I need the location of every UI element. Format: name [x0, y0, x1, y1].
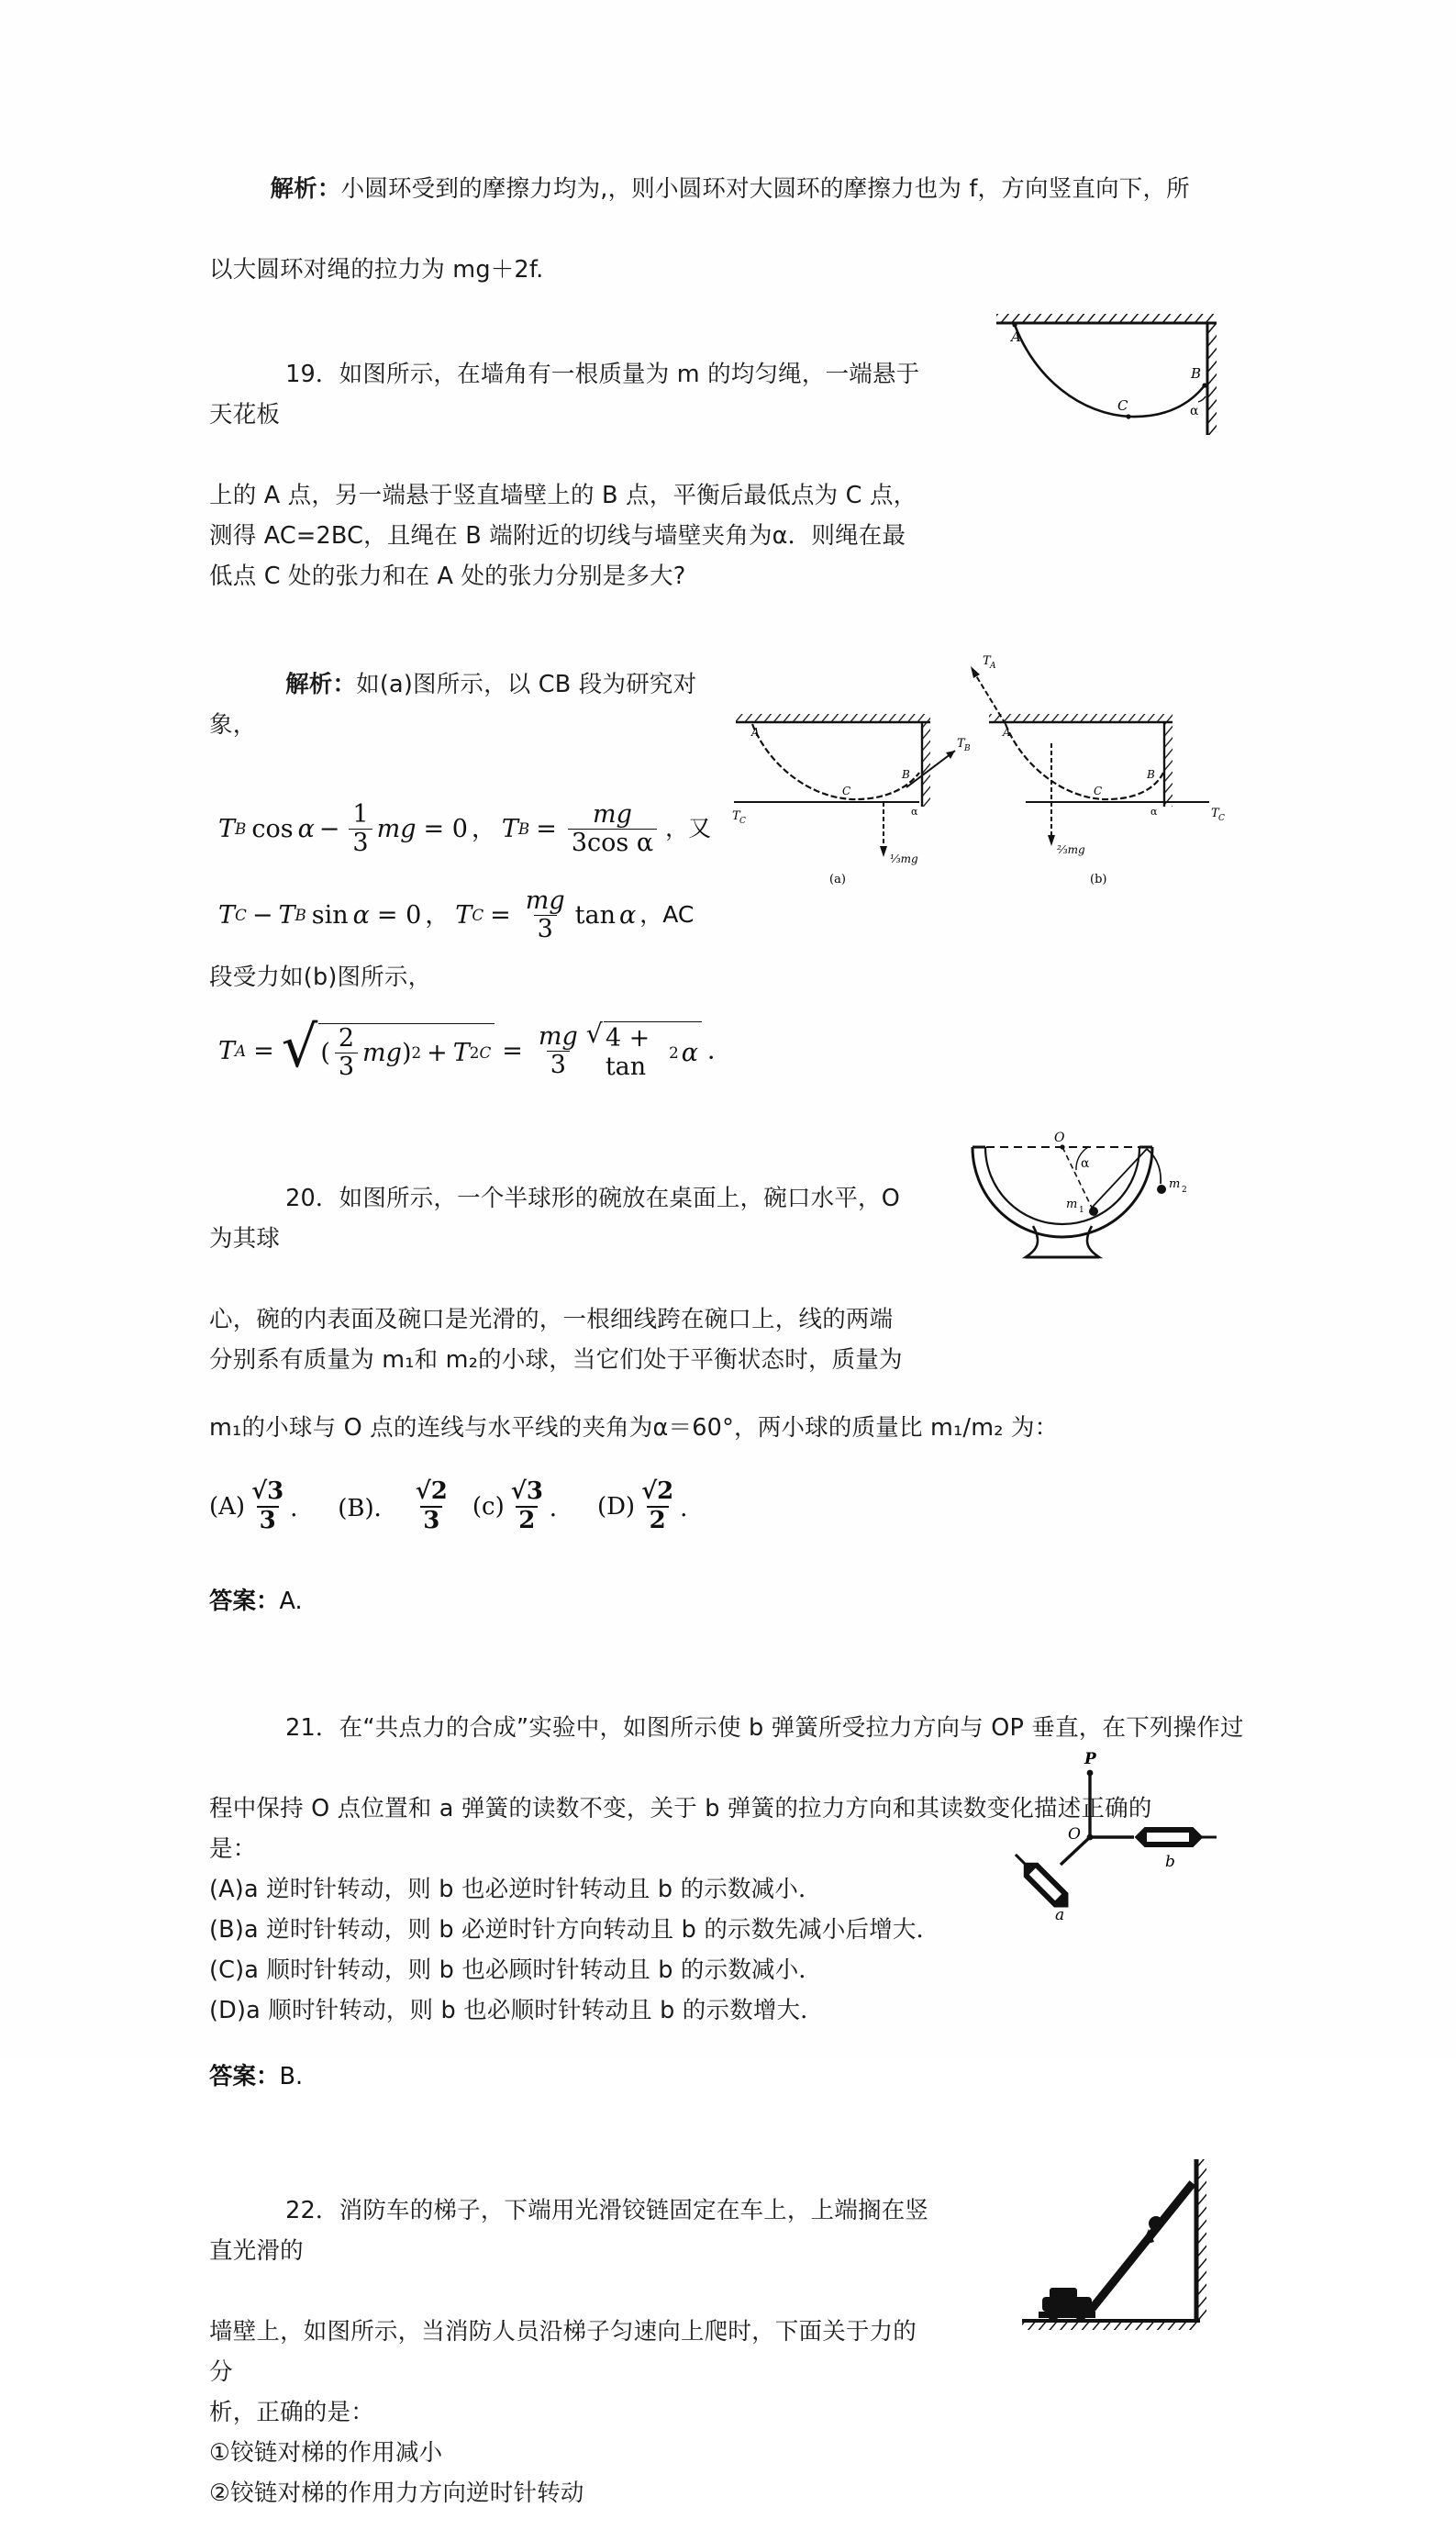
- label-b-TC-sub: C: [1218, 814, 1225, 823]
- label-a-B: B: [902, 768, 910, 781]
- formula-tc-T-sub: C: [235, 905, 247, 924]
- label-a: a: [1055, 1906, 1065, 1925]
- question-19-text: [209, 314, 943, 596]
- label-a-weight: ⅓mg: [890, 853, 918, 865]
- formula-ta-TC: T: [452, 1038, 470, 1067]
- analysis-19-line-1: [209, 624, 732, 786]
- analysis-block-18: [209, 128, 1255, 290]
- question-20-text-1: 如图所示，一个半球形的碗放在桌面上，碗口水平，O为其球: [209, 1185, 900, 1254]
- formula-tc-tail: ，AC: [639, 901, 695, 929]
- formula-ta-T-sub: A: [235, 1042, 247, 1061]
- question-21-option-A[interactable]: (A)a 逆时针转动，则 b 也必逆时针转动且 b 的示数减小．: [209, 1876, 822, 1904]
- label-alpha-bowl: α: [1081, 1156, 1090, 1172]
- formula-tc-sin: sin: [311, 901, 349, 930]
- label-A: A: [1011, 329, 1021, 345]
- option-C-tail: ．: [549, 1495, 573, 1523]
- formula-tc-tan: tan: [574, 901, 616, 930]
- analysis-18-line-2: 以大圆环对绳的拉力为 mg＋2f.: [209, 256, 544, 284]
- formula-ta-radicand: [318, 1023, 495, 1081]
- formula-ta-TC-sub: C: [479, 1042, 492, 1062]
- label-m2-sub: 2: [1182, 1186, 1187, 1196]
- formula-ta-equals: =: [253, 1037, 274, 1066]
- option-A-tail: ．: [290, 1495, 315, 1523]
- question-22-line-3: 析，正确的是：: [209, 2399, 374, 2427]
- formula-ta-frac2-den: 3: [547, 1051, 570, 1078]
- free-body-diagram-b: [971, 654, 1225, 886]
- label-P: P: [1084, 1750, 1096, 1769]
- question-19-line-1: [209, 314, 943, 475]
- analysis-18-text-1: 小圆环受到的摩擦力均为,，则小圆环对大圆环的摩擦力也为 f，方向竖直向下，所: [340, 175, 1190, 203]
- label-O: O: [1068, 1825, 1081, 1844]
- formula-ta-plus: +: [427, 1038, 448, 1067]
- question-21-answer: [209, 2058, 1255, 2095]
- option-B-label: (B)．: [338, 1495, 398, 1523]
- formula-tb-T: T: [218, 815, 236, 844]
- label-b-A: A: [1003, 726, 1011, 739]
- option-C-den: 2: [516, 1506, 538, 1533]
- option-A-den: 3: [257, 1506, 279, 1533]
- label-a-TB-sub: B: [964, 744, 971, 753]
- label-b-TC: T: [1211, 807, 1219, 820]
- bowl-figure: [934, 1127, 1200, 1292]
- label-a-TB: T: [957, 737, 965, 751]
- formula-tb-comma: ，: [471, 815, 496, 844]
- question-20-number: 20．: [285, 1185, 339, 1213]
- formula-tc-frac-den: 3: [534, 915, 557, 942]
- option-D-label: (D): [596, 1492, 636, 1521]
- formula-tc-T: T: [218, 901, 236, 930]
- caption-b: (b): [1090, 873, 1107, 886]
- formula-tb-rhs-den: 3cos α: [568, 829, 657, 856]
- formula-tc: [218, 888, 694, 943]
- label-b-TA-sub: A: [990, 662, 996, 671]
- formula-tc-comma: ，: [425, 901, 450, 930]
- question-21-option-D[interactable]: (D)a 顺时针转动，则 b 也必顺时针转动且 b 的示数增大．: [209, 1997, 824, 2025]
- analysis-19-mid-text: 段受力如(b)图所示，: [209, 964, 432, 992]
- free-body-figures: [723, 633, 1264, 890]
- formula-tb-frac: [349, 802, 372, 857]
- question-19-line-2: 上的 A 点，另一端悬于竖直墙壁上的 B 点，平衡后最低点为 C 点，: [209, 482, 917, 509]
- question-20-option-D[interactable]: [597, 1479, 704, 1533]
- formula-ta: [218, 1012, 732, 1082]
- formula-ta-TC-sup: 2: [469, 1042, 480, 1062]
- option-C-num: √3: [510, 1477, 543, 1506]
- formula-ta-inner-den: 3: [335, 1053, 358, 1080]
- question-19-line-3: 测得 AC=2BC，且绳在 B 端附近的切线与墙壁夹角为α．则绳在最: [209, 522, 906, 550]
- formula-tb-frac-den: 3: [349, 829, 372, 856]
- label-C: C: [1117, 397, 1128, 414]
- formula-ta-radicand-2: [604, 1021, 702, 1081]
- label-b-C: C: [1094, 785, 1103, 797]
- question-20-options: [209, 1479, 1255, 1533]
- spring-figure: [989, 1745, 1246, 1938]
- formula-tc-frac-num: mg: [525, 886, 565, 915]
- question-19-block: [209, 314, 1255, 596]
- formula-tb-frac-num: 1: [352, 800, 369, 829]
- option-A-value: [249, 1479, 286, 1533]
- analysis-19-label: 解析：: [285, 671, 357, 698]
- formula-tc-equals: =: [490, 901, 511, 930]
- document-content: [209, 128, 1255, 2541]
- formula-ta-T: T: [218, 1037, 236, 1066]
- label-a-TC-sub: C: [739, 817, 746, 826]
- question-21-text-1: 在“共点力的合成”实验中，如图所示使 b 弹簧所受拉力方向与 OP 垂直，在下列操作过: [339, 1714, 1244, 1743]
- hemispherical-bowl-diagram: [934, 1127, 1200, 1292]
- label-b-B: B: [1147, 768, 1155, 781]
- label-b-TA: T: [983, 654, 991, 668]
- formula-ta-sqrt: [281, 1012, 495, 1081]
- option-C-label: (c): [472, 1492, 505, 1521]
- formula-tc-alpha: α: [352, 901, 370, 930]
- question-21-number: 21．: [285, 1714, 339, 1743]
- option-A-num: √3: [251, 1477, 284, 1506]
- option-B-value: [413, 1479, 450, 1533]
- formula-ta-period: ．: [707, 1037, 732, 1066]
- label-b: b: [1165, 1853, 1175, 1872]
- formula-ta-paren-open: (: [320, 1038, 330, 1067]
- formula-ta-frac2: [535, 1024, 582, 1079]
- question-22-number: 22．: [285, 2197, 339, 2225]
- question-20-answer-value: A.: [279, 1588, 303, 1616]
- question-20-option-B[interactable]: [338, 1479, 454, 1533]
- question-21-line-3: 是：: [209, 1835, 257, 1864]
- formula-ta-radical-sign: √: [281, 1012, 318, 1080]
- option-B-den: 3: [420, 1506, 442, 1533]
- label-b-weight: ⅔mg: [1057, 843, 1085, 856]
- question-20-option-C[interactable]: [472, 1479, 573, 1533]
- formula-tc-frac: [522, 888, 569, 943]
- formula-ta-frac2-num: mg: [538, 1022, 578, 1052]
- formula-ta-rad2-alpha: α: [681, 1038, 698, 1067]
- question-20-text: [209, 1138, 916, 1380]
- question-20-option-A[interactable]: [209, 1479, 314, 1533]
- question-21-block: [209, 1667, 1255, 2031]
- option-D-value: [639, 1479, 676, 1533]
- formula-tb-mg: mg: [376, 815, 417, 844]
- label-alpha: α: [1190, 404, 1199, 418]
- formula-tb-T2-sub: B: [517, 819, 530, 839]
- label-a-C: C: [842, 785, 851, 797]
- formula-tc-T2-sub: C: [472, 905, 484, 924]
- option-D-num: √2: [641, 1477, 674, 1506]
- label-a-A: A: [751, 726, 760, 739]
- question-21-answer-label: 答案：: [209, 2063, 280, 2091]
- formula-ta-paren-close: ): [401, 1038, 412, 1067]
- label-m2: m: [1169, 1177, 1181, 1192]
- question-22-line-2: 墙壁上，如图所示，当消防人员沿梯子匀速向上爬时，下面关于力的分: [209, 2318, 917, 2387]
- question-20-answer-label: 答案：: [209, 1588, 280, 1616]
- question-22-statement-1: ①铰链对梯的作用减小: [209, 2439, 443, 2468]
- option-D-tail: ．: [680, 1495, 705, 1523]
- option-C-value: [508, 1479, 546, 1533]
- formula-tb-tail: ，又: [665, 815, 712, 842]
- caption-a: (a): [829, 873, 846, 886]
- question-21-answer-value: B.: [279, 2063, 304, 2091]
- question-21-line-2: 程中保持 O 点位置和 a 弹簧的读数不变，关于 b 弹簧的拉力方向和其读数变化描述正确的: [209, 1795, 1152, 1823]
- rope-corner-figure: [971, 306, 1246, 449]
- question-20-line-2: 心，碗的内表面及碗口是光滑的，一根细线跨在碗口上，线的两端: [209, 1306, 894, 1334]
- question-19-line-4: 低点 C 处的张力和在 A 处的张力分别是多大?: [209, 563, 686, 590]
- question-20-wide-line: m₁的小球与 O 点的连线与水平线的夹角为α＝60°，两小球的质量比 m₁/m₂ 为：: [209, 1414, 1059, 1443]
- formula-ta-equals2: =: [502, 1037, 523, 1066]
- formula-tb: [218, 802, 711, 857]
- rope-corner-diagram: [971, 306, 1246, 449]
- formula-tb-rhs-frac: [568, 802, 657, 857]
- analysis-19-intro: 如(a)图所示，以 CB 段为研究对象，: [209, 671, 697, 739]
- question-20-line-3: 分别系有质量为 m₁和 m₂的小球，当它们处于平衡状态时，质量为: [209, 1346, 903, 1375]
- question-22-line-1: [209, 2150, 934, 2312]
- formula-ta-rad2-sup: 2: [669, 1042, 679, 1062]
- label-a-alpha: α: [911, 806, 918, 818]
- formula-tb-equals: =: [536, 815, 557, 844]
- question-19-number: 19．: [285, 361, 339, 388]
- question-20-block: [209, 1131, 1255, 1380]
- analysis-18-line-1: [209, 128, 1255, 250]
- formula-tb-minus: −: [318, 815, 340, 844]
- option-D-den: 2: [647, 1506, 669, 1533]
- formula-tb-cos: cos: [251, 815, 294, 844]
- question-22-text: [209, 2150, 934, 2513]
- fire-truck-ladder-diagram: [1017, 2150, 1283, 2343]
- label-b-alpha: α: [1150, 806, 1158, 818]
- question-19-text-1: 如图所示，在墙角有一根质量为 m 的均匀绳，一端悬于天花板: [209, 361, 920, 429]
- formula-ta-rad2-text: 4 + tan: [605, 1024, 650, 1082]
- question-20-line-1: [209, 1138, 916, 1299]
- formula-ta-mg: mg: [362, 1038, 402, 1067]
- label-m1: m: [1066, 1198, 1078, 1212]
- label-a-TC: T: [732, 809, 740, 823]
- analysis-19-text: [209, 624, 732, 1096]
- formula-ta-sqrt2: [586, 1021, 702, 1081]
- analysis-block-19: [209, 624, 1255, 1096]
- free-body-diagrams: [723, 633, 1264, 890]
- formula-tb-T2: T: [501, 815, 518, 844]
- question-22-statement-2: ②铰链对梯的作用力方向逆时针转动: [209, 2480, 584, 2508]
- formula-tc-TB-sub: B: [295, 905, 306, 924]
- question-22-text-1: 消防车的梯子，下端用光滑铰链固定在车上，上端搁在竖直光滑的: [209, 2197, 929, 2266]
- label-O: O: [1054, 1131, 1065, 1146]
- analysis-18-label: 解析：: [270, 175, 341, 203]
- formula-tb-rhs-num: mg: [593, 800, 632, 829]
- question-22-block: [209, 2150, 1255, 2513]
- formula-tc-eq0: = 0: [376, 901, 422, 930]
- formula-ta-paren-sup: 2: [411, 1042, 422, 1062]
- formula-ta-inner-num: 2: [338, 1023, 355, 1053]
- label-m1-sub: 1: [1079, 1206, 1084, 1216]
- formula-tb-T-sub: B: [235, 819, 247, 839]
- question-21-option-C[interactable]: (C)a 顺时针转动，则 b 也必顾时针转动且 b 的示数减小．: [209, 1956, 823, 1985]
- formula-tc-TB: T: [278, 901, 295, 930]
- label-B: B: [1191, 365, 1202, 382]
- option-B-num: √2: [415, 1477, 448, 1506]
- question-20-answer: [209, 1583, 1255, 1620]
- formula-tb-eq0: = 0: [423, 815, 468, 844]
- formula-tc-minus: −: [251, 901, 273, 930]
- formula-tc-T2: T: [455, 901, 472, 930]
- formula-tc-alpha2: α: [618, 901, 637, 930]
- spring-force-composition-diagram: [989, 1745, 1246, 1938]
- free-body-diagram-a: [732, 714, 971, 886]
- formula-ta-radical-sign-2: √: [585, 1019, 603, 1050]
- formula-tb-alpha: α: [297, 815, 315, 844]
- formula-ta-inner-frac: [335, 1023, 358, 1081]
- question-21-option-B[interactable]: (B)a 逆时针转动，则 b 必逆时针方向转动且 b 的示数先减小后增大．: [209, 1916, 940, 1945]
- ladder-figure: [1017, 2150, 1283, 2343]
- option-A-label: (A): [209, 1492, 246, 1521]
